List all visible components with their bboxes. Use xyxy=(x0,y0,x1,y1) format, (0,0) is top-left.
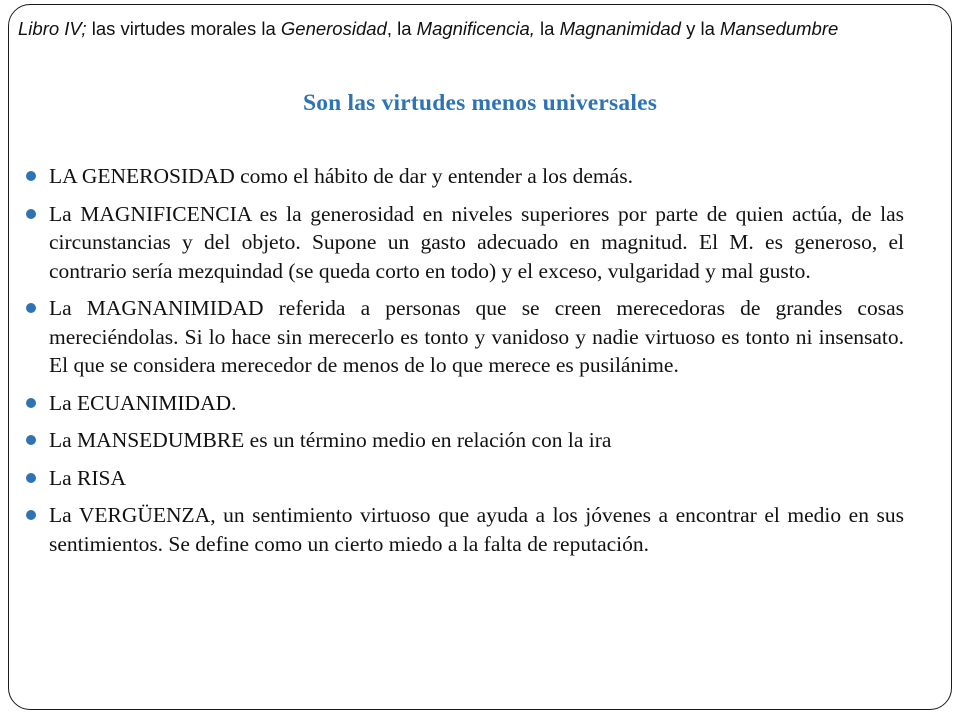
bullet-item xyxy=(24,389,904,418)
bullet-item xyxy=(24,200,904,286)
bullet-dot-icon xyxy=(26,209,36,219)
bullet-text: La MANSEDUMBRE es un término medio en relación con la ira xyxy=(49,428,612,452)
bullet-dot-icon xyxy=(26,435,36,445)
bullet-dot-icon xyxy=(26,398,36,408)
header-part: Magnanimidad xyxy=(559,18,681,39)
header-part: , la xyxy=(386,18,417,39)
bullet-list xyxy=(24,162,904,567)
bullet-text: La MAGNIFICENCIA es la generosidad en niveles superiores por parte de quien actúa, de las circunstancias y del objeto. Supone un gasto adecuado en magnitud. El M. es generoso, el contrario sería mezquindad (se queda corto en todo) y el exceso, vulgaridad y mal gusto. xyxy=(49,201,904,283)
header-part: y la xyxy=(680,18,721,39)
header-part: Generosidad xyxy=(280,18,387,39)
slide-subtitle: Son las virtudes menos universales xyxy=(302,90,658,116)
bullet-item xyxy=(24,426,904,455)
header-part: Magnificencia, xyxy=(416,18,535,39)
bullet-dot-icon xyxy=(26,171,36,181)
bullet-dot-icon xyxy=(26,303,36,313)
bullet-item xyxy=(24,294,904,380)
bullet-text: La RISA xyxy=(49,465,127,490)
header-part: Mansedumbre xyxy=(720,18,839,39)
header-part: Libro IV; xyxy=(18,18,87,39)
bullet-text: La MAGNANIMIDAD referida a personas que se creen merecedoras de grandes cosas mereciéndolas. Si lo hace sin merecerlo es tonto y vanidoso y nadie virtuoso es tonto ni insensato. El que se considera merecedor de menos de lo que merece es pusilánime. xyxy=(49,296,904,377)
bullet-text: La VERGÜENZA, un sentimiento virtuoso que ayuda a los jóvenes a encontrar el medio en sus sentimientos. Se define como un cierto miedo a la falta de reputación. xyxy=(49,503,904,556)
bullet-item xyxy=(24,162,904,191)
bullet-item xyxy=(24,501,904,558)
bullet-text: La ECUANIMIDAD. xyxy=(49,390,237,415)
slide-header xyxy=(18,16,942,42)
header-part: las virtudes morales la xyxy=(86,18,281,39)
header-part: la xyxy=(534,18,560,39)
bullet-text: LA GENEROSIDAD como el hábito de dar y entender a los demás. xyxy=(49,164,633,188)
bullet-dot-icon xyxy=(26,510,36,520)
bullet-item xyxy=(24,464,904,493)
bullet-dot-icon xyxy=(26,473,36,483)
